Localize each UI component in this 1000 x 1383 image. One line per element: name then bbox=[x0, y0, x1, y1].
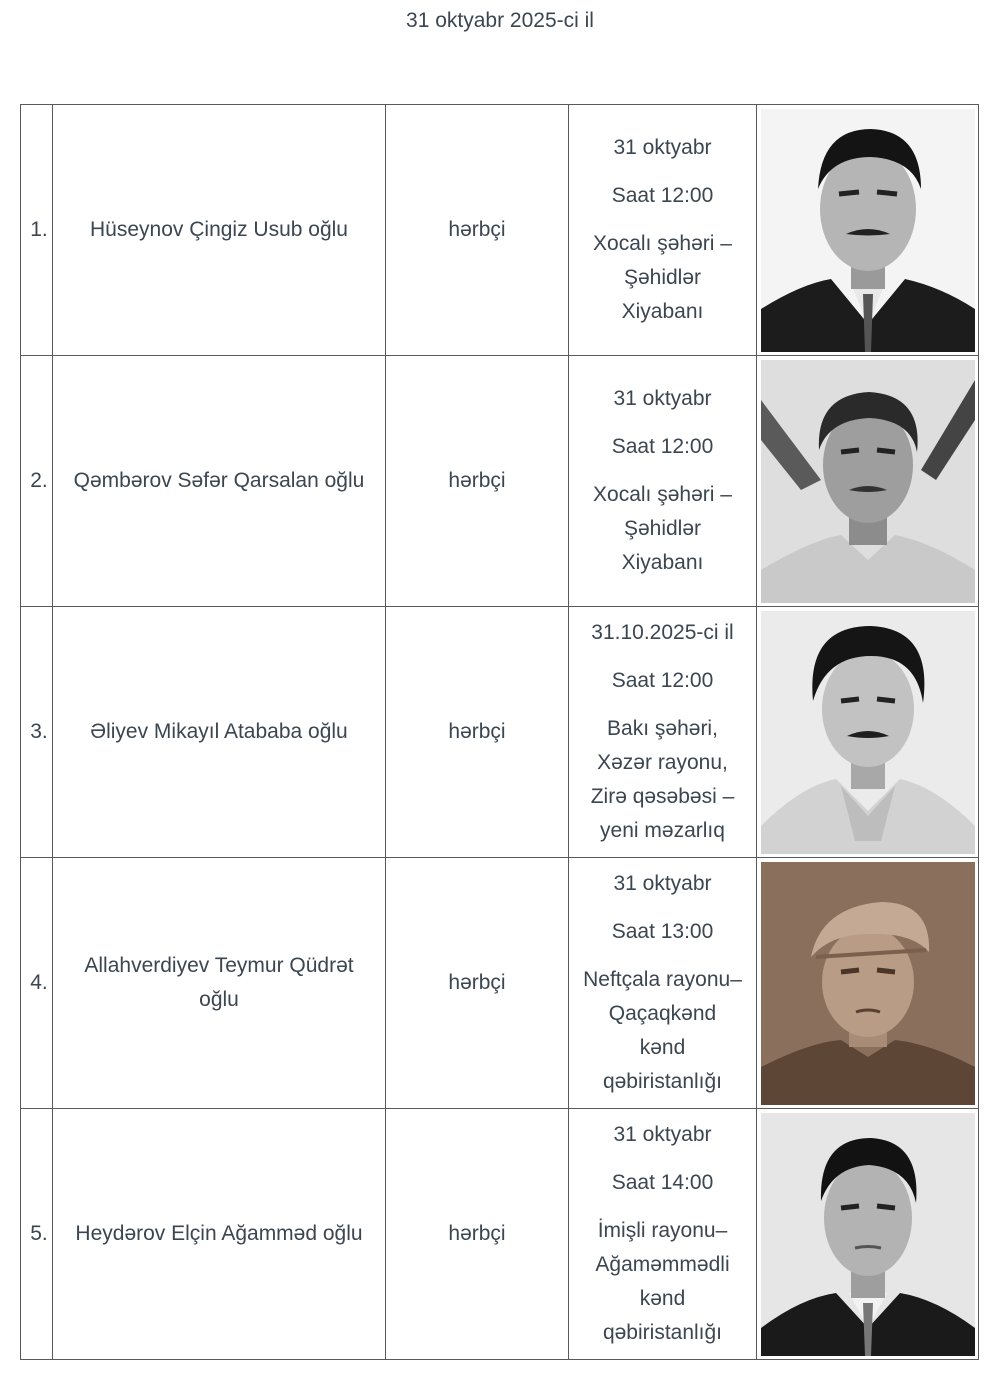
burial-time: Saat 13:00 bbox=[611, 920, 714, 943]
table-row bbox=[21, 105, 979, 356]
burial-place-line: Bakı şəhəri, bbox=[607, 717, 718, 740]
burial-place-line: Şəhidlər bbox=[623, 266, 702, 289]
person-name bbox=[53, 607, 386, 858]
person-name bbox=[53, 1109, 386, 1360]
person-name-text: Heydərov Elçin Ağamməd oğlu bbox=[75, 1222, 363, 1245]
burial-place-line: Xocalı şəhəri – bbox=[593, 232, 732, 255]
burial-time: Saat 12:00 bbox=[611, 184, 714, 207]
row-number: 4. bbox=[21, 858, 53, 1109]
burial-info bbox=[569, 356, 757, 607]
burial-date: 31 oktyabr bbox=[613, 1123, 712, 1146]
table-row bbox=[21, 858, 979, 1109]
burial-place-line: kənd bbox=[639, 1036, 686, 1059]
burial-place-line: Xocalı şəhəri – bbox=[593, 483, 732, 506]
person-status: hərbçi bbox=[386, 105, 569, 356]
portrait-photo bbox=[761, 1113, 975, 1356]
burial-info bbox=[569, 1109, 757, 1360]
portrait-cell bbox=[757, 356, 979, 607]
portrait-photo bbox=[761, 611, 975, 854]
person-status: hərbçi bbox=[386, 1109, 569, 1360]
person-status: hərbçi bbox=[386, 607, 569, 858]
burial-time: Saat 12:00 bbox=[611, 669, 714, 692]
portrait-cell bbox=[757, 105, 979, 356]
burial-place-line: yeni məzarlıq bbox=[600, 819, 725, 842]
burial-place-line: Şəhidlər bbox=[623, 517, 702, 540]
burial-info bbox=[569, 607, 757, 858]
burial-time: Saat 12:00 bbox=[611, 435, 714, 458]
person-status: hərbçi bbox=[386, 356, 569, 607]
row-number: 5. bbox=[21, 1109, 53, 1360]
table-row bbox=[21, 356, 979, 607]
person-name-text: Əliyev Mikayıl Atababa oğlu bbox=[90, 720, 348, 743]
burial-place-line: Xəzər rayonu, bbox=[597, 751, 728, 774]
burial-place-line: kənd bbox=[639, 1287, 686, 1310]
table-row bbox=[21, 1109, 979, 1360]
row-number: 1. bbox=[21, 105, 53, 356]
portrait-photo bbox=[761, 862, 975, 1105]
page-date: 31 oktyabr 2025-ci il bbox=[406, 9, 594, 32]
burial-place-line: Ağaməmmədli bbox=[595, 1253, 730, 1276]
row-number: 3. bbox=[21, 607, 53, 858]
person-name bbox=[53, 858, 386, 1109]
burial-place-line: Zirə qəsəbəsi – bbox=[590, 785, 735, 808]
portrait-cell bbox=[757, 607, 979, 858]
burial-info bbox=[569, 105, 757, 356]
person-name bbox=[53, 105, 386, 356]
person-name-text: Qəmbərov Səfər Qarsalan oğlu bbox=[73, 469, 365, 492]
burial-date: 31 oktyabr bbox=[613, 387, 712, 410]
burial-place-line: qəbiristanlığı bbox=[602, 1321, 723, 1344]
burial-info bbox=[569, 858, 757, 1109]
burial-time: Saat 14:00 bbox=[611, 1171, 714, 1194]
burial-place-line: Neftçala rayonu– bbox=[583, 968, 742, 991]
burial-date: 31 oktyabr bbox=[613, 136, 712, 159]
portrait-cell bbox=[757, 1109, 979, 1360]
burial-date: 31.10.2025-ci il bbox=[591, 621, 734, 644]
burial-date: 31 oktyabr bbox=[613, 872, 712, 895]
burial-place-line: İmişli rayonu– bbox=[597, 1219, 728, 1242]
person-status: hərbçi bbox=[386, 858, 569, 1109]
person-name bbox=[53, 356, 386, 607]
table-row bbox=[21, 607, 979, 858]
burial-place-line: Xiyabanı bbox=[621, 300, 704, 323]
burial-place-line: qəbiristanlığı bbox=[602, 1070, 723, 1093]
row-number: 2. bbox=[21, 356, 53, 607]
martyrs-table bbox=[20, 104, 979, 1360]
burial-place-line: Qaçaqkənd bbox=[608, 1002, 717, 1025]
portrait-photo bbox=[761, 109, 975, 352]
person-name-text: Hüseynov Çingiz Usub oğlu bbox=[90, 218, 348, 241]
burial-place-line: Xiyabanı bbox=[621, 551, 704, 574]
person-name-text: Allahverdiyev Teymur Qüdrət oğlu bbox=[84, 954, 354, 1011]
portrait-photo bbox=[761, 360, 975, 603]
portrait-cell bbox=[757, 858, 979, 1109]
